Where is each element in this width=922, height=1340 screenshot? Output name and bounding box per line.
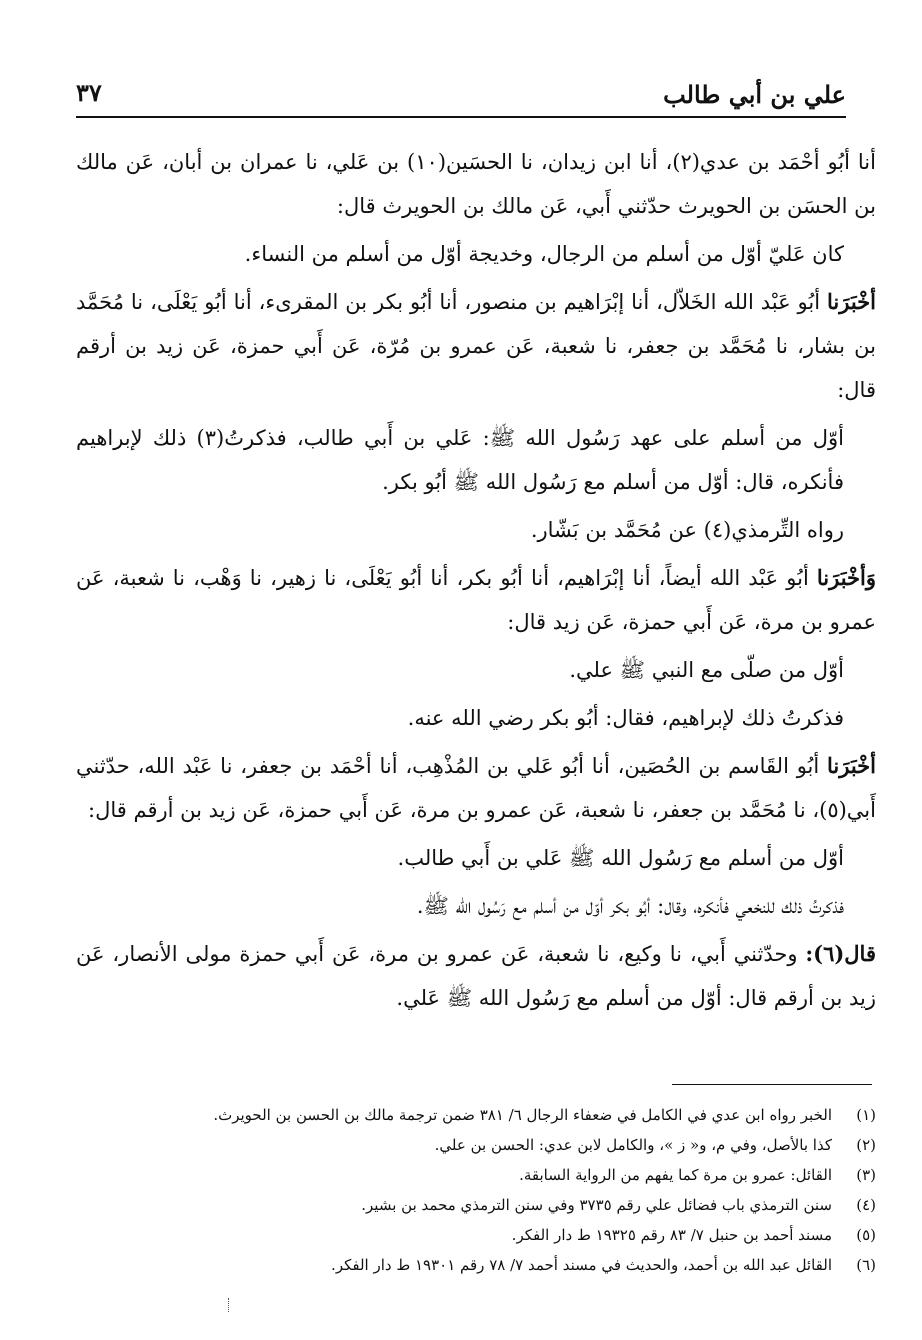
footnotes bbox=[80, 1100, 876, 1280]
footnote-6 bbox=[80, 1250, 876, 1280]
paragraph-text: أنا أبُو أحْمَد بن عدي(٢)، أنا ابن زيدان، نا الحسَين(١٠) بن عَلي، نا عمران بن أبان، عَن مالك بن الحسَن بن الحويرث حدّثني أَبي، عَن مالك بن الحويرث قال: bbox=[76, 150, 876, 218]
paragraph-6 bbox=[76, 556, 876, 644]
paragraph-5 bbox=[76, 508, 876, 552]
footnote-2 bbox=[80, 1130, 876, 1160]
footnote-1 bbox=[80, 1100, 876, 1130]
footnote-text: الخبر رواه ابن عدي في الكامل في ضعفاء الرجال ٦/ ٣٨١ ضمن ترجمة مالك بن الحسن بن الحويرث. bbox=[213, 1106, 832, 1124]
paragraph-12 bbox=[76, 932, 876, 1020]
paragraph-4 bbox=[76, 416, 876, 504]
footnote-separator bbox=[672, 1084, 872, 1085]
paragraph-text: أوّل من صلّى مع النبي ﷺ علي. bbox=[569, 658, 844, 682]
paragraph-10 bbox=[76, 836, 876, 880]
footnote-text: القائل عبد الله بن أحمد، والحديث في مسند أحمد ٧/ ٧٨ رقم ١٩٣٠١ ط دار الفكر. bbox=[331, 1256, 832, 1274]
running-title: علي بن أبي طالب bbox=[663, 80, 846, 109]
footnote-number: (١) bbox=[856, 1106, 876, 1124]
paragraph-text: أبُو عَبْد الله الخَلاّل، أنا إبْرَاهيم بن منصور، أنا أبُو بكر بن المقرىء، أنا أبُو يَعْلَى، نا مُحَمَّد بن بشار، نا مُحَمَّد بن جعفر، نا شعبة، عَن عمرو بن مُرّة، عَن أَبي حمزة، عَن زيد بن أرقم قال: bbox=[76, 290, 876, 402]
paragraph-text: وحدّثني أَبي، نا وكيع، نا شعبة، عَن عمرو بن مرة، عَن أَبي حمزة مولى الأنصار، عَن زيد بن أرقم قال: أوّل من أسلم مع رَسُول الله ﷺ عَلي. bbox=[76, 942, 876, 1010]
running-header bbox=[76, 72, 846, 114]
paragraph-text: كان عَليّ أوّل من أسلم من الرجال، وخديجة أوّل من أسلم من النساء. bbox=[244, 242, 844, 266]
paragraph-lead: أخْبَرَنا bbox=[827, 289, 876, 314]
footnote-number: (٢) bbox=[856, 1136, 876, 1154]
footnote-number: (٥) bbox=[856, 1226, 876, 1244]
paragraph-text: أوّل من أسلم على عهد رَسُول الله ﷺ: عَلي بن أَبي طالب، فذكرتُ(٣) ذلك لإبراهيم فأنكره، قال: أوّل من أسلم مع رَسُول الله ﷺ أبُو بكر. bbox=[76, 426, 845, 494]
footnote-text: كذا بالأصل، وفي م، و« ز »، والكامل لابن عدي: الحسن بن علي. bbox=[434, 1136, 832, 1154]
footnote-3 bbox=[80, 1160, 876, 1190]
footnote-number: (٦) bbox=[856, 1256, 876, 1274]
footnote-5 bbox=[80, 1220, 876, 1250]
footnote-number: (٤) bbox=[856, 1196, 876, 1214]
paragraph-9 bbox=[76, 744, 876, 832]
footnote-text: مسند أحمد بن حنبل ٧/ ٨٣ رقم ١٩٣٢٥ ط دار الفكر. bbox=[511, 1226, 832, 1244]
footnote-number: (٣) bbox=[856, 1166, 876, 1184]
paragraph-lead: أخْبَرَنا bbox=[827, 753, 876, 778]
paragraph-text: فذكرتُ ذلك لإبراهيم، فقال: أبُو بكر رضي الله عنه. bbox=[407, 706, 844, 730]
paragraph-lead: وَأخْبَرَنا bbox=[816, 565, 876, 590]
paragraph-lead: قال(٦): bbox=[805, 941, 876, 966]
paragraph-text: أوّل من أسلم مع رَسُول الله ﷺ عَلي بن أَبي طالب. bbox=[397, 846, 844, 870]
scan-mark bbox=[228, 1298, 231, 1312]
footnote-text: القائل: عمرو بن مرة كما يفهم من الرواية السابقة. bbox=[519, 1166, 832, 1184]
paragraph-8 bbox=[76, 696, 876, 740]
paragraph-7 bbox=[76, 648, 876, 692]
paragraph-text: رواه التِّرمذي(٤) عن مُحَمَّد بن بَشّار. bbox=[530, 518, 844, 542]
main-text bbox=[76, 140, 876, 1024]
paragraph-11 bbox=[76, 884, 876, 928]
paragraph-3 bbox=[76, 280, 876, 412]
header-rule bbox=[76, 116, 846, 118]
page-number: ٣٧ bbox=[76, 78, 102, 107]
paragraph-text: أبُو القَاسم بن الحُصَين، أنا أبُو عَلي بن المُذْهِب، أنا أحْمَد بن جعفر، نا عَبْد الله، حدّثني أَبي(٥)، نا مُحَمَّد بن جعفر، نا شعبة، عَن عمرو بن مرة، عَن أَبي حمزة، عَن زيد بن أرقم قال: bbox=[76, 754, 876, 822]
paragraph-text: أبُو عَبْد الله أيضاً، أنا إبْرَاهيم، أنا أبُو بكر، أنا أبُو يَعْلَى، نا زهير، نا وَهْب، نا شعبة، عَن عمرو بن مرة، عَن أَبي حمزة، عَن زيد قال: bbox=[76, 566, 876, 634]
footnote-4 bbox=[80, 1190, 876, 1220]
paragraph-text: فذكرتُ ذلك للنخعي فأنكره، وقال: أبُو بكر أوّل من أسلم مع رَسُول الله ﷺ. bbox=[416, 894, 844, 918]
paragraph-1 bbox=[76, 140, 876, 228]
paragraph-2 bbox=[76, 232, 876, 276]
footnote-text: سنن الترمذي باب فضائل علي رقم ٣٧٣٥ وفي سنن الترمذي محمد بن بشير. bbox=[361, 1196, 832, 1214]
